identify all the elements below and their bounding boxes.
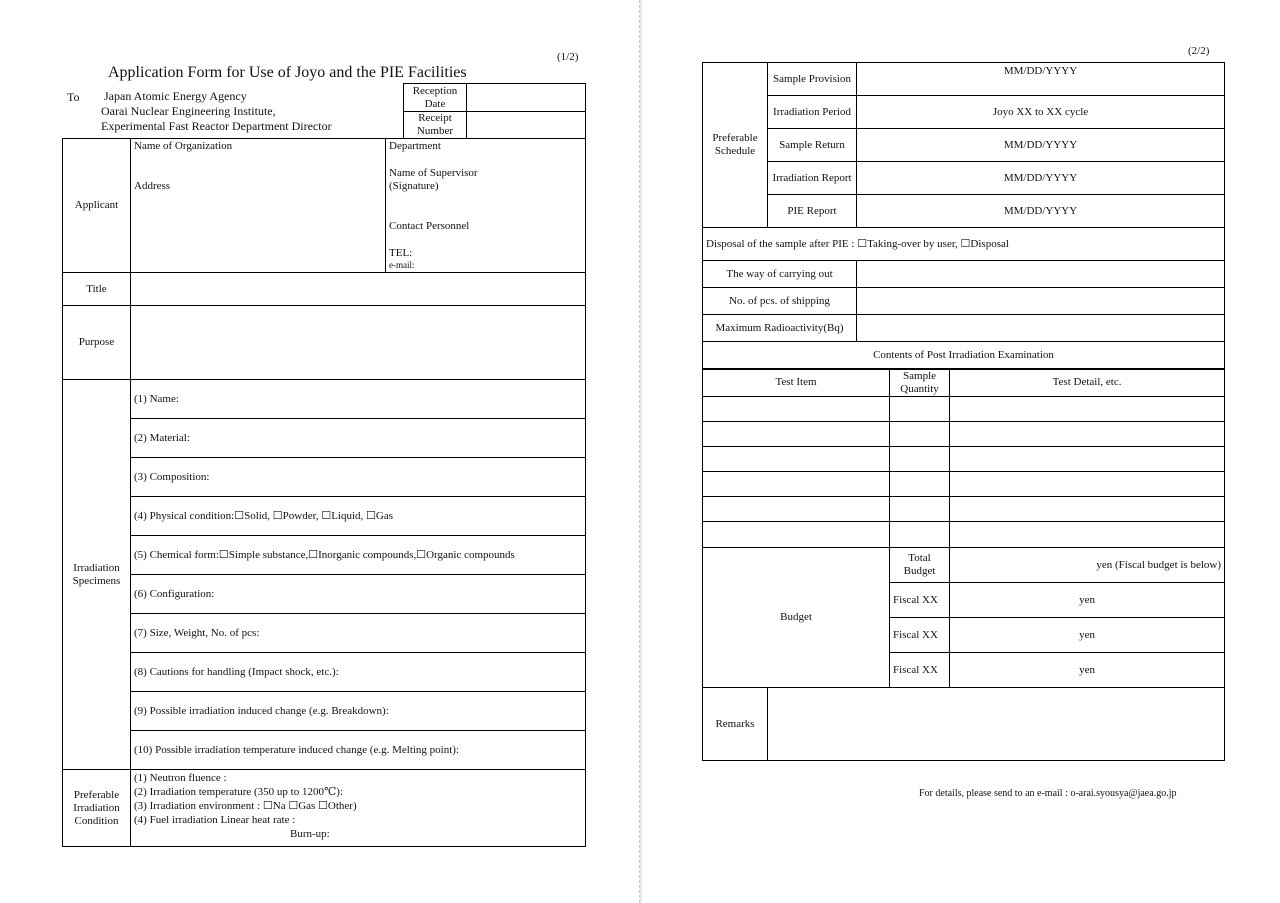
specimen-row[interactable]: (1) Name: — [131, 380, 586, 419]
title-field[interactable] — [131, 273, 586, 306]
addressee-line-3: Experimental Fast Reactor Department Director — [101, 119, 332, 133]
remarks-label: Remarks — [703, 688, 768, 761]
schedule-value[interactable]: MM/DD/YYYY — [857, 162, 1225, 195]
radioactivity-field[interactable] — [857, 315, 1225, 342]
fiscal-value[interactable]: yen — [950, 653, 1225, 688]
title-label: Title — [63, 273, 131, 306]
schedule-item: PIE Report — [768, 195, 857, 228]
schedule-table — [702, 62, 1225, 370]
schedule-value[interactable]: MM/DD/YYYY — [857, 63, 1225, 96]
reception-date-field[interactable] — [467, 84, 586, 112]
test-item-cell[interactable] — [703, 497, 890, 522]
carrying-field[interactable] — [857, 261, 1225, 288]
quantity-cell[interactable] — [890, 447, 950, 472]
contents-title: Contents of Post Irradiation Examination — [703, 342, 1225, 370]
detail-cell[interactable] — [950, 497, 1225, 522]
test-item-cell[interactable] — [703, 422, 890, 447]
specimen-row[interactable]: (3) Composition: — [131, 458, 586, 497]
fiscal-label: Fiscal XX — [890, 583, 950, 618]
pie-table — [702, 368, 1225, 761]
detail-cell[interactable] — [950, 472, 1225, 497]
schedule-item: Sample Return — [768, 129, 857, 162]
receipt-number-field[interactable] — [467, 112, 586, 139]
quantity-cell[interactable] — [890, 497, 950, 522]
specimen-row[interactable]: (10) Possible irradiation temperature induced change (e.g. Melting point): — [131, 731, 586, 770]
form-page-2 — [642, 0, 1280, 903]
schedule-value[interactable]: Joyo XX to XX cycle — [857, 96, 1225, 129]
detail-cell[interactable] — [950, 422, 1225, 447]
fiscal-value[interactable]: yen — [950, 618, 1225, 653]
purpose-label: Purpose — [63, 306, 131, 380]
test-item-cell[interactable] — [703, 397, 890, 422]
specimen-row[interactable]: (6) Configuration: — [131, 575, 586, 614]
schedule-value[interactable]: MM/DD/YYYY — [857, 195, 1225, 228]
form-title: Application Form for Use of Joyo and the PIE Facilities — [108, 64, 467, 81]
fiscal-value[interactable]: yen — [950, 583, 1225, 618]
supervisor-label: Name of Supervisor — [389, 167, 478, 179]
test-item-cell[interactable] — [703, 447, 890, 472]
tel-label: TEL: — [389, 247, 413, 259]
contact-label: Contact Personnel — [389, 220, 470, 232]
footer-note: For details, please send to an e-mail : o-arai.syousya@jaea.go.jp — [919, 788, 1177, 799]
condition-item: Burn-up: — [290, 828, 330, 840]
quantity-cell[interactable] — [890, 472, 950, 497]
specimens-label: Irradiation Specimens — [63, 380, 131, 770]
address-label: Address — [134, 180, 171, 192]
condition-item: (4) Fuel irradiation Linear heat rate : — [134, 814, 296, 826]
shipping-field[interactable] — [857, 288, 1225, 315]
email-label: e-mail: — [389, 260, 415, 270]
addressee-line-2: Oarai Nuclear Engineering Institute, — [101, 104, 276, 118]
purpose-field[interactable] — [131, 306, 586, 380]
quantity-cell[interactable] — [890, 422, 950, 447]
condition-field[interactable] — [131, 770, 586, 847]
total-budget-value[interactable]: yen (Fiscal budget is below) — [950, 548, 1225, 583]
schedule-value[interactable]: MM/DD/YYYY — [857, 129, 1225, 162]
specimen-row[interactable]: (8) Cautions for handling (Impact shock, etc.): — [131, 653, 586, 692]
reception-date-label: Reception Date — [404, 84, 467, 112]
condition-item: (1) Neutron fluence : — [134, 772, 227, 784]
applicant-contact-field[interactable] — [386, 139, 586, 273]
to-label: To — [67, 90, 80, 104]
specimen-row[interactable]: (2) Material: — [131, 419, 586, 458]
department-label: Department — [389, 140, 441, 152]
radioactivity-label: Maximum Radioactivity(Bq) — [703, 315, 857, 342]
test-item-header: Test Item — [703, 369, 890, 397]
condition-label: Preferable Irradiation Condition — [63, 770, 131, 847]
specimen-row[interactable]: (9) Possible irradiation induced change (e.g. Breakdown): — [131, 692, 586, 731]
shipping-label: No. of pcs. of shipping — [703, 288, 857, 315]
schedule-item: Irradiation Period — [768, 96, 857, 129]
applicant-label: Applicant — [63, 139, 131, 273]
fiscal-label: Fiscal XX — [890, 653, 950, 688]
quantity-cell[interactable] — [890, 522, 950, 548]
sample-quantity-header: Sample Quantity — [890, 369, 950, 397]
page-number: (1/2) — [557, 51, 579, 63]
specimen-row[interactable]: (4) Physical condition:☐Solid, ☐Powder, ☐Liquid, ☐Gas — [131, 497, 586, 536]
condition-item: (3) Irradiation environment : ☐Na ☐Gas ☐Other) — [134, 800, 357, 812]
fiscal-label: Fiscal XX — [890, 618, 950, 653]
test-item-cell[interactable] — [703, 522, 890, 548]
addressee — [101, 89, 332, 134]
detail-cell[interactable] — [950, 397, 1225, 422]
total-budget-label: Total Budget — [890, 548, 950, 583]
test-item-cell[interactable] — [703, 472, 890, 497]
quantity-cell[interactable] — [890, 397, 950, 422]
page-number: (2/2) — [1188, 45, 1210, 57]
test-detail-header: Test Detail, etc. — [950, 369, 1225, 397]
specimen-row[interactable]: (7) Size, Weight, No. of pcs: — [131, 614, 586, 653]
signature-label: (Signature) — [389, 180, 439, 192]
applicant-org-field[interactable] — [131, 139, 386, 273]
carrying-label: The way of carrying out — [703, 261, 857, 288]
schedule-item: Irradiation Report — [768, 162, 857, 195]
condition-item: (2) Irradiation temperature (350 up to 1200℃): — [134, 786, 344, 798]
receipt-number-label: Receipt Number — [404, 112, 467, 139]
reception-box — [403, 83, 586, 139]
remarks-field[interactable] — [768, 688, 1225, 761]
schedule-item: Sample Provision — [768, 63, 857, 96]
org-label: Name of Organization — [134, 140, 233, 152]
budget-label: Budget — [703, 548, 890, 688]
specimen-row[interactable]: (5) Chemical form:☐Simple substance,☐Inorganic compounds,☐Organic compounds — [131, 536, 586, 575]
addressee-line-1: Japan Atomic Energy Agency — [104, 89, 247, 103]
disposal-row[interactable]: Disposal of the sample after PIE : ☐Taking-over by user, ☐Disposal — [703, 228, 1225, 261]
schedule-label: Preferable Schedule — [703, 63, 768, 228]
main-form-table — [62, 138, 586, 847]
detail-cell[interactable] — [950, 447, 1225, 472]
detail-cell[interactable] — [950, 522, 1225, 548]
